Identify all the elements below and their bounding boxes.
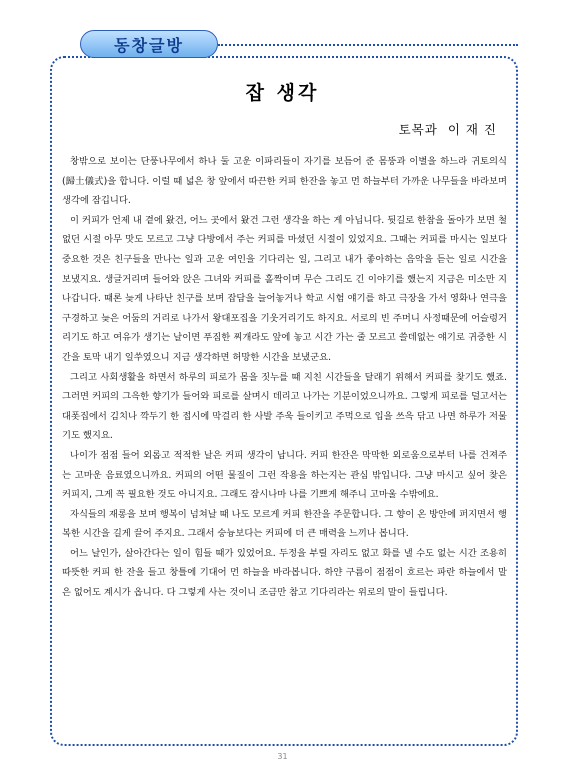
paragraph: 어느 날인가, 살아간다는 일이 힘들 때가 있었어요. 두정을 부릴 자리도 없고 화를 낼 수도 없는 시간 조용히 따뜻한 커피 한 잔을 들고 창틀에 기대어 먼 하늘을 바라봅니다. 하얀 구름이 점점이 흐르는 파란 하늘에서 말은 없어도 계시가 옵니다. 다 그렇게 사는 것이니 조금만 참고 기다리라는 위로의 말이 들립니다. bbox=[62, 547, 507, 599]
paragraph: 이 커피가 언제 내 곁에 왔건, 어느 곳에서 왔건 그런 생각을 하는 게 아닙니다. 뒷길로 한참을 돌아가 보면 철없던 시절 아무 맛도 모르고 그냥 다방에서 주는 커피를 마셨던 시절이 있었지요. 그때는 커피를 마시는 일보다 중요한 것은 친구들을 만나는 일과 고운 여인을 기다리는 일, 그리고 내가 좋아하는 음악을 듣는 일로 시간을 보냈지요. 생글거리며 들어와 앉은 그녀와 커피를 홀짝이며 무슨 그리도 긴 이야기를 했는지 지금은 미소만 지나갑니다. 때론 늦게 나타난 친구를 보며 잡담을 늘어놓거나 학교 시험 얘기를 하고 극장을 가서 영화나 연극을 구경하고 늦은 어둠의 거리로 나가서 왕대포집을 기웃거리기도 하지요. 서로의 빈 주머니 사정때문에 어슬렁거리기도 하고 여유가 생기는 날이면 푸짐한 찌개라도 앞에 놓고 시간 가는 줄 모르고 쓸데없는 얘기로 귀중한 시간을 토막 내기 일쑤였으니 지금 생각하면 허망한 시간을 보냈군요. bbox=[62, 214, 507, 363]
paragraph: 나이가 점점 들어 외롭고 적적한 날은 커피 생각이 납니다. 커피 한잔은 막막한 외로움으로부터 나를 건져주는 고마운 음료였으니까요. 커피의 어떤 물질이 그런 작용을 하는지는 관심 밖입니다. 그냥 마시고 싶어 찾은 커피지, 그게 꼭 필요한 것도 아니지요. 그래도 잠시나마 나를 기쁘게 해주니 고마울 수밖에요. bbox=[62, 449, 507, 501]
article-body bbox=[62, 152, 507, 603]
header-dotted-line bbox=[218, 44, 518, 46]
article-author bbox=[399, 120, 497, 138]
author-department: 토목과 bbox=[398, 122, 438, 137]
section-label: 동창글방 bbox=[114, 35, 184, 55]
paragraph: 자식들의 재롱을 보며 행복이 넘쳐날 때 나도 모르게 커피 한잔을 주문합니다. 그 향이 온 방안에 퍼지면서 행복한 시간을 길게 끌어 주지요. 그래서 숭늉보다는 커피에 더 큰 매력을 느끼나 봅니다. bbox=[62, 508, 507, 540]
paragraph: 창밖으로 보이는 단풍나무에서 하나 둘 고운 이파리들이 자기를 보듬어 준 몸뚱과 이별을 하느라 귀토의식(歸土儀式)을 합니다. 이럴 때 넓은 창 앞에서 따끈한 커피 한잔을 놓고 먼 하늘부터 가까운 나무들을 바라보며 생각에 잠깁니다. bbox=[62, 156, 507, 207]
page-number: 31 bbox=[277, 752, 288, 761]
section-tab bbox=[80, 30, 218, 58]
paragraph: 그리고 사회생활을 하면서 하루의 피로가 몸을 짓누를 때 지친 시간들을 달래기 위해서 커피를 찾기도 했죠. 그러면 커피의 그윽한 향기가 들어와 피로를 살며시 데리고 나가는 기분이었으니까요. 그렇게 피로를 덜고서는 대폿집에서 김치나 깍두기 한 접시에 막걸리 한 사발 주욱 들이키고 주먹으로 입을 쓰윽 닦고 나면 하루가 저물기도 했지요. bbox=[62, 371, 507, 442]
author-name: 이 재 진 bbox=[447, 122, 497, 137]
article-title: 잡 생각 bbox=[245, 82, 320, 104]
